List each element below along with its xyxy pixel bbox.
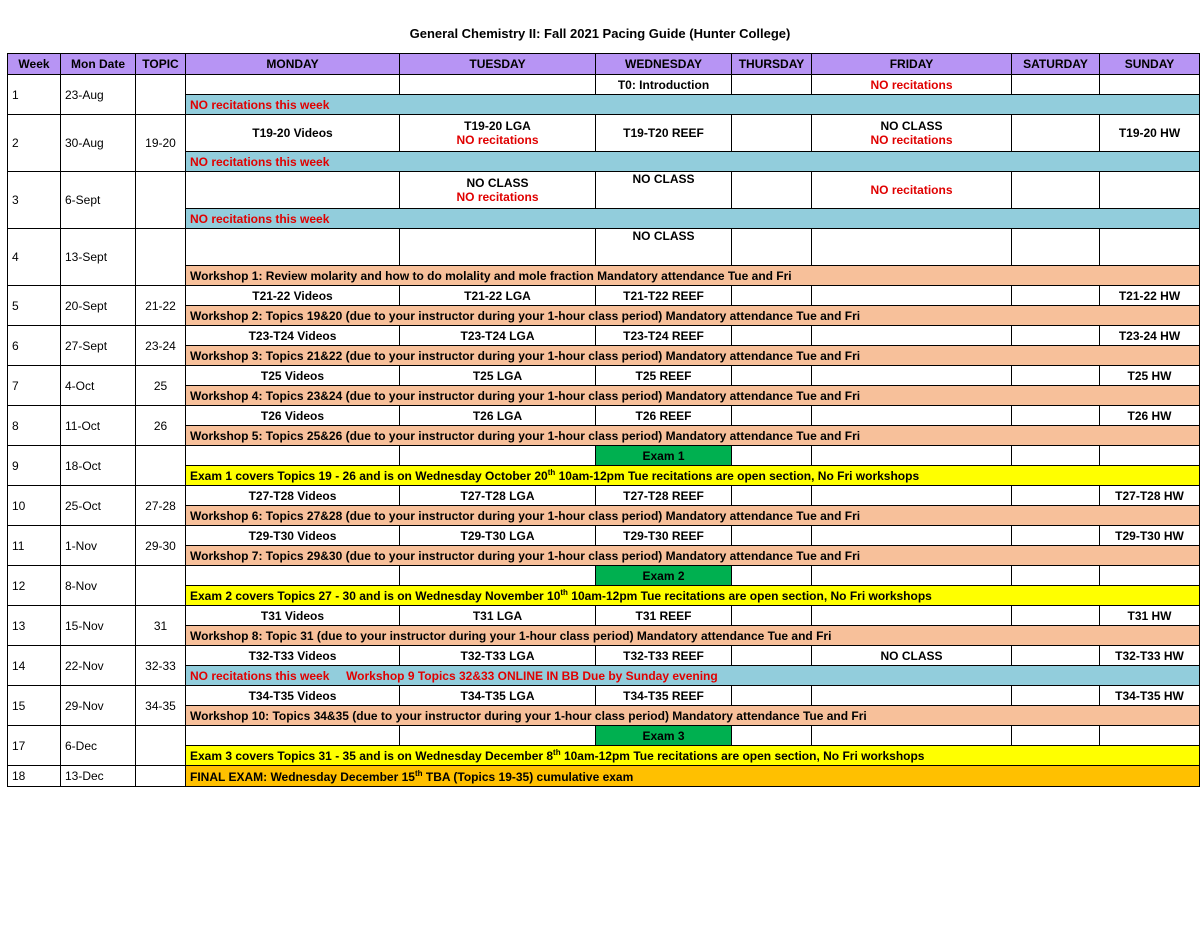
wednesday-cell: T0: Introduction [596,75,732,95]
topic-cell: 19-20 [136,115,186,172]
note-text-a: NO recitations this week [190,668,330,683]
note-text-b: Workshop 9 Topics 32&33 ONLINE IN BB Due by Sunday evening [346,668,718,683]
sunday-cell: T27-T28 HW [1100,486,1200,506]
note-row [8,152,1200,172]
monday-cell: T27-T28 Videos [186,486,400,506]
topic-cell: 25 [136,366,186,406]
sunday-cell: T21-22 HW [1100,286,1200,306]
week-note: Workshop 1: Review molarity and how to do molality and mole fraction Mandatory attendance Tue and Fri [186,266,1200,286]
note-text-b: 10am-12pm Tue recitations are open section, No Fri workshops [560,749,925,763]
topic-cell [136,75,186,115]
monday-cell: T21-22 Videos [186,286,400,306]
week-note: Workshop 10: Topics 34&35 (due to your instructor during your 1-hour class period) Mandatory attendance Tue and Fri [186,706,1200,726]
tuesday-cell: T29-T30 LGA [400,526,596,546]
exam-cell: Exam 2 [596,566,732,586]
wednesday-cell: T32-T33 REEF [596,646,732,666]
header-sunday: SUNDAY [1100,54,1200,75]
week-note [186,766,1200,787]
friday-cell: NO recitations [812,172,1012,209]
note-row [8,706,1200,726]
sunday-cell: T32-T33 HW [1100,646,1200,666]
date-cell: 23-Aug [61,75,136,115]
table-row [8,286,1200,306]
monday-cell: T23-T24 Videos [186,326,400,346]
week-cell: 10 [8,486,61,526]
note-row [8,626,1200,646]
topic-cell: 29-30 [136,526,186,566]
header-saturday: SATURDAY [1012,54,1100,75]
tuesday-line-1: T19-20 LGA [464,119,531,133]
table-row [8,526,1200,546]
table-row [8,766,1200,787]
note-text-b: 10am-12pm Tue recitations are open section, No Fri workshops [567,589,932,603]
note-text-a: FINAL EXAM: Wednesday December 15 [190,769,415,784]
note-sup: th [414,768,423,778]
page-title: General Chemistry II: Fall 2021 Pacing Guide (Hunter College) [409,26,791,41]
exam-cell: Exam 3 [596,726,732,746]
date-cell: 15-Nov [61,606,136,646]
date-cell: 29-Nov [61,686,136,726]
tuesday-line-1: NO CLASS [466,176,529,190]
header-tuesday: TUESDAY [400,54,596,75]
header-friday: FRIDAY [812,54,1012,75]
sunday-cell: T29-T30 HW [1100,526,1200,546]
week-note: NO recitations this week [186,152,1200,172]
tuesday-cell: T27-T28 LGA [400,486,596,506]
date-cell: 20-Sept [61,286,136,326]
date-cell: 30-Aug [61,115,136,172]
date-cell: 27-Sept [61,326,136,366]
date-cell: 6-Sept [61,172,136,229]
header-week: Week [8,54,61,75]
friday-line-1: NO CLASS [880,119,943,133]
tuesday-cell: T32-T33 LGA [400,646,596,666]
tuesday-cell: T25 LGA [400,366,596,386]
date-cell: 25-Oct [61,486,136,526]
wednesday-cell: NO CLASS [596,229,732,266]
week-cell: 6 [8,326,61,366]
header-thursday: THURSDAY [732,54,812,75]
tuesday-line-2: NO recitations [456,133,539,147]
tuesday-cell: T21-22 LGA [400,286,596,306]
monday-cell: T25 Videos [186,366,400,386]
sunday-cell: T34-T35 HW [1100,686,1200,706]
monday-cell: T32-T33 Videos [186,646,400,666]
topic-cell: 31 [136,606,186,646]
note-row [8,466,1200,486]
week-cell: 17 [8,726,61,766]
week-note [186,666,1200,686]
table-row [8,606,1200,626]
date-cell: 22-Nov [61,646,136,686]
note-row [8,546,1200,566]
wednesday-cell: T19-T20 REEF [596,115,732,152]
week-cell: 15 [8,686,61,726]
week-note: NO recitations this week [186,209,1200,229]
friday-cell [812,115,1012,152]
week-note: Workshop 4: Topics 23&24 (due to your instructor during your 1-hour class period) Mandatory attendance Tue and Fri [186,386,1200,406]
wednesday-cell: T25 REEF [596,366,732,386]
friday-cell: NO recitations [812,75,1012,95]
table-row [8,726,1200,746]
note-sup: th [553,748,561,757]
note-row [8,95,1200,115]
date-cell: 8-Nov [61,566,136,606]
week-cell: 7 [8,366,61,406]
table-row [8,366,1200,386]
monday-cell: T26 Videos [186,406,400,426]
note-text-a: Exam 1 covers Topics 19 - 26 and is on Wednesday October 20 [190,469,548,483]
friday-line-2: NO recitations [870,133,953,147]
monday-cell: T31 Videos [186,606,400,626]
monday-cell: T19-20 Videos [186,115,400,152]
friday-cell: NO CLASS [812,646,1012,666]
week-note [186,586,1200,606]
week-cell: 13 [8,606,61,646]
wednesday-cell: T21-T22 REEF [596,286,732,306]
tuesday-cell: T31 LGA [400,606,596,626]
week-cell: 2 [8,115,61,172]
note-row [8,506,1200,526]
week-cell: 9 [8,446,61,486]
week-note [186,746,1200,766]
date-cell: 4-Oct [61,366,136,406]
week-cell: 14 [8,646,61,686]
note-text-b: 10am-12pm Tue recitations are open section, No Fri workshops [555,469,920,483]
date-cell: 11-Oct [61,406,136,446]
week-note: Workshop 6: Topics 27&28 (due to your instructor during your 1-hour class period) Mandatory attendance Tue and Fri [186,506,1200,526]
table-row [8,406,1200,426]
note-text-a: Exam 3 covers Topics 31 - 35 and is on Wednesday December 8 [190,749,554,763]
week-cell: 12 [8,566,61,606]
header-monday: MONDAY [186,54,400,75]
table-row [8,566,1200,586]
date-cell: 13-Dec [61,766,136,787]
header-wednesday: WEDNESDAY [596,54,732,75]
note-row [8,346,1200,366]
date-cell: 13-Sept [61,229,136,286]
wednesday-cell: T26 REEF [596,406,732,426]
note-text-a: Exam 2 covers Topics 27 - 30 and is on Wednesday November 10 [190,589,561,603]
topic-cell: 23-24 [136,326,186,366]
week-cell: 18 [8,766,61,787]
topic-cell: 26 [136,406,186,446]
week-cell: 3 [8,172,61,229]
week-note: Workshop 5: Topics 25&26 (due to your instructor during your 1-hour class period) Mandatory attendance Tue and Fri [186,426,1200,446]
topic-cell [136,566,186,606]
week-cell: 8 [8,406,61,446]
topic-cell: 21-22 [136,286,186,326]
week-note: NO recitations this week [186,95,1200,115]
table-row [8,646,1200,666]
note-row [8,266,1200,286]
monday-cell: T29-T30 Videos [186,526,400,546]
topic-cell: 32-33 [136,646,186,686]
table-row [8,229,1200,266]
note-sup: th [560,588,568,597]
sunday-cell: T31 HW [1100,606,1200,626]
topic-cell [136,172,186,229]
week-cell: 11 [8,526,61,566]
week-cell: 5 [8,286,61,326]
topic-cell [136,726,186,766]
week-note: Workshop 2: Topics 19&20 (due to your instructor during your 1-hour class period) Mandatory attendance Tue and Fri [186,306,1200,326]
week-cell: 4 [8,229,61,286]
sunday-cell: T19-20 HW [1100,115,1200,152]
table-row [8,75,1200,95]
wednesday-cell: T34-T35 REEF [596,686,732,706]
table-row [8,326,1200,346]
week-note: Workshop 3: Topics 21&22 (due to your instructor during your 1-hour class period) Mandatory attendance Tue and Fri [186,346,1200,366]
week-note: Workshop 7: Topics 29&30 (due to your instructor during your 1-hour class period) Mandatory attendance Tue and Fri [186,546,1200,566]
topic-cell [136,766,186,787]
note-row [8,586,1200,606]
note-row [8,746,1200,766]
wednesday-cell: NO CLASS [596,172,732,209]
header-row [8,54,1200,75]
tuesday-cell: T23-T24 LGA [400,326,596,346]
wednesday-cell: T27-T28 REEF [596,486,732,506]
topic-cell: 27-28 [136,486,186,526]
topic-cell: 34-35 [136,686,186,726]
tuesday-line-2: NO recitations [456,190,539,204]
date-cell: 18-Oct [61,446,136,486]
tuesday-cell [400,172,596,209]
tuesday-cell: T26 LGA [400,406,596,426]
wednesday-cell: T31 REEF [596,606,732,626]
table-row [8,115,1200,152]
pacing-guide-table [7,53,1200,787]
wednesday-cell: T23-T24 REEF [596,326,732,346]
tuesday-cell [400,115,596,152]
note-row [8,426,1200,446]
note-row [8,306,1200,326]
week-note [186,466,1200,486]
week-note: Workshop 8: Topic 31 (due to your instructor during your 1-hour class period) Mandatory attendance Tue and Fri [186,626,1200,646]
note-row [8,209,1200,229]
week-cell: 1 [8,75,61,115]
wednesday-cell: T29-T30 REEF [596,526,732,546]
table-row [8,172,1200,209]
table-row [8,446,1200,466]
note-text-b: TBA (Topics 19-35) cumulative exam [422,769,634,784]
header-topic: TOPIC [136,54,186,75]
note-row [8,386,1200,406]
date-cell: 1-Nov [61,526,136,566]
sunday-cell: T23-24 HW [1100,326,1200,346]
table-row [8,686,1200,706]
exam-cell: Exam 1 [596,446,732,466]
monday-cell: T34-T35 Videos [186,686,400,706]
tuesday-cell: T34-T35 LGA [400,686,596,706]
sunday-cell: T26 HW [1100,406,1200,426]
sunday-cell: T25 HW [1100,366,1200,386]
note-row [8,666,1200,686]
table-row [8,486,1200,506]
note-sup: th [547,468,556,477]
date-cell: 6-Dec [61,726,136,766]
topic-cell [136,229,186,286]
header-mon-date: Mon Date [61,54,136,75]
topic-cell [136,446,186,486]
